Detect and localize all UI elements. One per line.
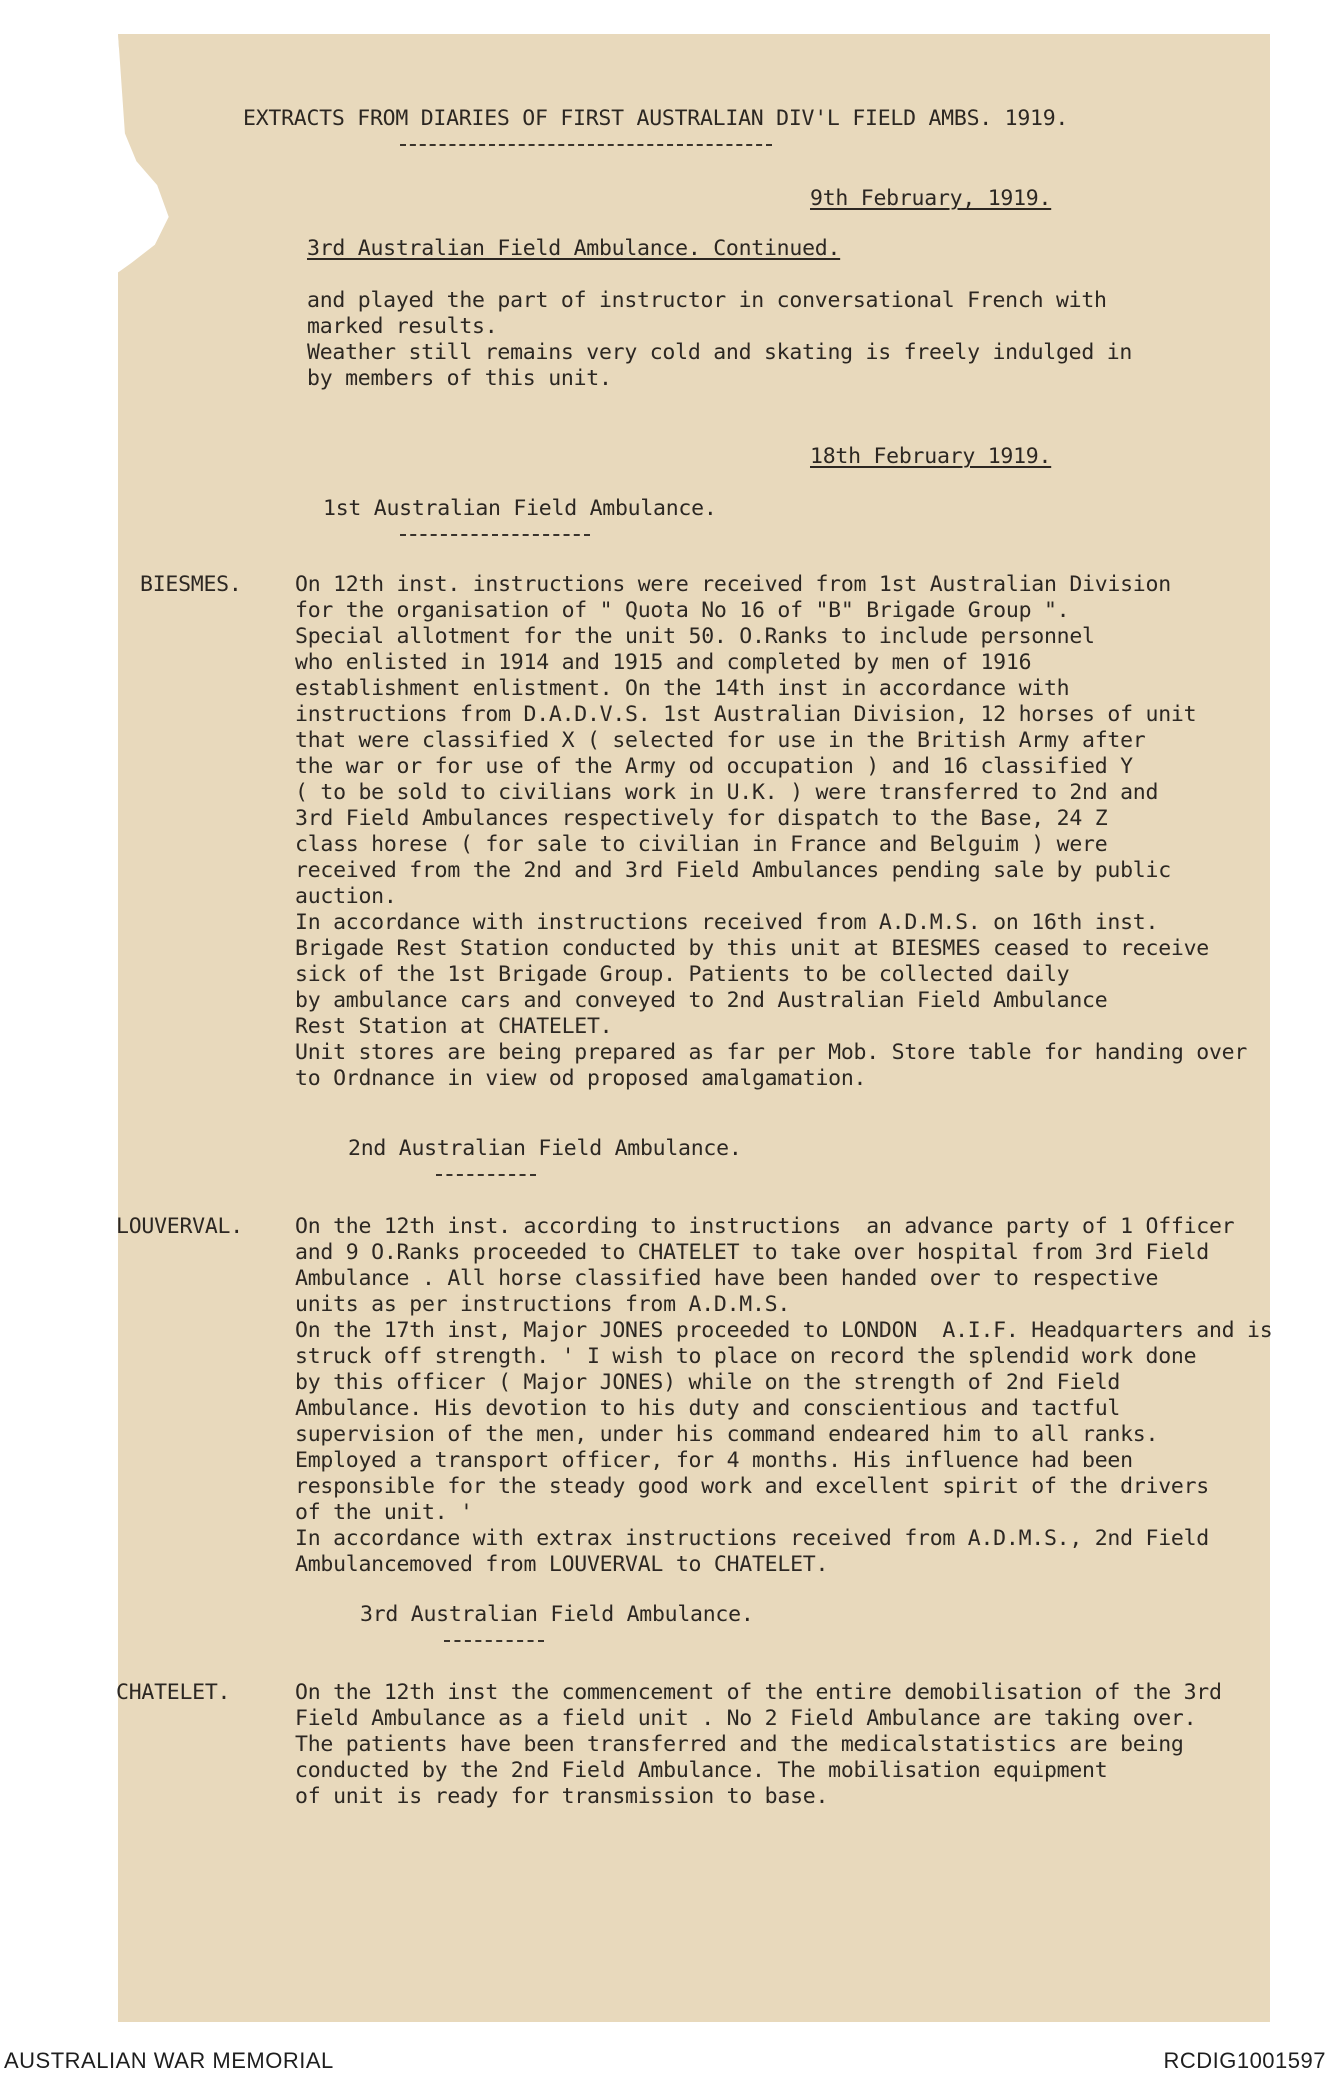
place-label: BIESMES.	[140, 572, 242, 597]
body-line: for the organisation of " Quota No 16 of "B" Brigade Group ".	[295, 598, 1070, 623]
body-line: Ambulancemoved from LOUVERVAL to CHATELET.	[295, 1552, 829, 1577]
body-line: ( to be sold to civilians work in U.K. ) were transferred to 2nd and	[295, 780, 1159, 805]
body-line: marked results.	[307, 314, 498, 339]
body-line: 3rd Field Ambulances respectively for dispatch to the Base, 24 Z	[295, 806, 1108, 831]
body-line: and played the part of instructor in conversational French with	[307, 288, 1107, 313]
body-line: the war or for use of the Army od occupation ) and 16 classified Y	[295, 754, 1133, 779]
body-line: class horese ( for sale to civilian in France and Belguim ) were	[295, 832, 1108, 857]
place-label: LOUVERVAL.	[116, 1214, 243, 1239]
entry-date: 9th February, 1919.	[810, 186, 1052, 211]
archive-credit: AUSTRALIAN WAR MEMORIAL	[4, 2048, 334, 2073]
body-line: Ambulance. His devotion to his duty and conscientious and tactful	[295, 1396, 1121, 1421]
body-line: establishment enlistment. On the 14th inst in accordance with	[295, 676, 1070, 701]
body-line: On the 17th inst, Major JONES proceeded to LONDON A.I.F. Headquarters and is	[295, 1318, 1273, 1343]
body-line: Weather still remains very cold and skating is freely indulged in	[307, 340, 1133, 365]
body-line: In accordance with extrax instructions received from A.D.M.S., 2nd Field	[295, 1526, 1209, 1551]
body-line: conducted by the 2nd Field Ambulance. The mobilisation equipment	[295, 1758, 1108, 1783]
body-line: Rest Station at CHATELET.	[295, 1014, 613, 1039]
body-line: units as per instructions from A.D.M.S.	[295, 1292, 791, 1317]
title-underline	[444, 1640, 544, 1642]
body-line: of unit is ready for transmission to base.	[295, 1784, 829, 1809]
body-line: The patients have been transferred and the medicalstatistics are being	[295, 1732, 1184, 1757]
body-line: sick of the 1st Brigade Group. Patients to be collected daily	[295, 962, 1070, 987]
section-title: 2nd Australian Field Ambulance.	[348, 1136, 742, 1161]
section-title: 3rd Australian Field Ambulance.	[360, 1602, 754, 1627]
body-line: Ambulance . All horse classified have been handed over to respective	[295, 1266, 1159, 1291]
body-line: Field Ambulance as a field unit . No 2 Field Ambulance are taking over.	[295, 1706, 1197, 1731]
body-line: On the 12th inst. according to instructions an advance party of 1 Officer	[295, 1214, 1235, 1239]
body-line: Unit stores are being prepared as far per Mob. Store table for handing over	[295, 1040, 1248, 1065]
body-line: struck off strength. ' I wish to place on record the splendid work done	[295, 1344, 1197, 1369]
place-label: CHATELET.	[116, 1680, 231, 1705]
body-line: of the unit. '	[295, 1500, 473, 1525]
body-line: On the 12th inst the commencement of the entire demobilisation of the 3rd	[295, 1680, 1222, 1705]
body-line: On 12th inst. instructions were received from 1st Australian Division	[295, 572, 1171, 597]
record-id: RCDIG1001597	[1163, 2048, 1326, 2073]
body-line: that were classified X ( selected for use in the British Army after	[295, 728, 1146, 753]
section-title: 3rd Australian Field Ambulance. Continued.	[307, 236, 841, 261]
body-line: to Ordnance in view od proposed amalgamation.	[295, 1066, 867, 1091]
heading-underline	[400, 144, 772, 146]
body-line: In accordance with instructions received from A.D.M.S. on 16th inst.	[295, 910, 1159, 935]
body-line: Brigade Rest Station conducted by this unit at BIESMES ceased to receive	[295, 936, 1209, 961]
body-line: by members of this unit.	[307, 366, 612, 391]
body-line: received from the 2nd and 3rd Field Ambulances pending sale by public	[295, 858, 1171, 883]
body-line: auction.	[295, 884, 397, 909]
body-line: responsible for the steady good work and excellent spirit of the drivers	[295, 1474, 1209, 1499]
body-line: and 9 O.Ranks proceeded to CHATELET to take over hospital from 3rd Field	[295, 1240, 1209, 1265]
body-line: supervision of the men, under his command endeared him to all ranks.	[295, 1422, 1159, 1447]
body-line: by ambulance cars and conveyed to 2nd Australian Field Ambulance	[295, 988, 1108, 1013]
entry-date: 18th February 1919.	[810, 444, 1052, 469]
body-line: Special allotment for the unit 50. O.Ranks to include personnel	[295, 624, 1095, 649]
body-line: instructions from D.A.D.V.S. 1st Australian Division, 12 horses of unit	[295, 702, 1197, 727]
section-title: 1st Australian Field Ambulance.	[323, 496, 717, 521]
title-underline	[400, 534, 590, 536]
body-line: Employed a transport officer, for 4 months. His influence had been	[295, 1448, 1133, 1473]
body-line: who enlisted in 1914 and 1915 and completed by men of 1916	[295, 650, 1032, 675]
document-heading: EXTRACTS FROM DIARIES OF FIRST AUSTRALIAN DIV'L FIELD AMBS. 1919.	[243, 106, 1069, 131]
title-underline	[436, 1174, 536, 1176]
body-line: by this officer ( Major JONES) while on the strength of 2nd Field	[295, 1370, 1121, 1395]
